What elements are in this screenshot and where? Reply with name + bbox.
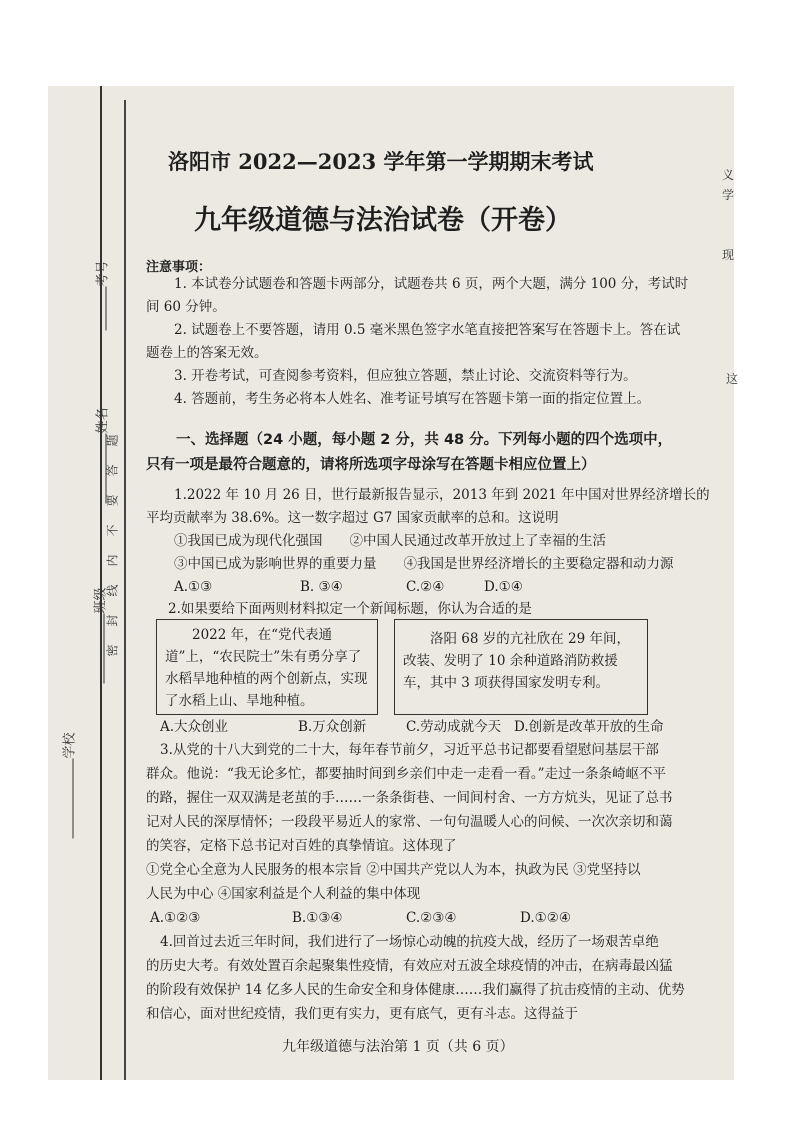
material-box-1: 2022 年，在“党代表通道”上，“农民院士”朱有勇分享了水稻旱地种植的两个创新点，实现了水稻上山、旱地种植。: [156, 619, 378, 715]
section-heading: 只有一项是最符合题意的，请将所选项字母涂写在答题卡相应位置上）: [146, 457, 596, 473]
question-1-option: D.①④: [484, 579, 523, 595]
notice-line: 1. 本试卷分试题卷和答题卡两部分，试题卷共 6 页，两个大题，满分 100 分，考试时: [174, 276, 689, 292]
class-label: 班级: [93, 587, 109, 614]
exam-number-field: [92, 251, 111, 341]
question-1-line: 1.2022 年 10 月 26 日，世行最新报告显示，2013 年到 2021 年中国对世界经济增长的: [174, 487, 710, 503]
binding-line-inner: [124, 100, 126, 1080]
question-4-line: 4.回首过去近三年时间，我们进行了一场惊心动魄的抗疫大战，经历了一场艰苦卓绝: [160, 934, 659, 950]
notice-heading: 注意事项：: [146, 260, 212, 275]
question-1-option: B. ③④: [300, 579, 343, 595]
question-3-line: 的路，握住一双双满是老茧的手……一条条街巷、一间间村舍、一方方炕头，见证了总书: [146, 790, 673, 806]
seal-line-char: 题: [105, 434, 120, 447]
question-2-stem: 2.如果要给下面两则材料拟定一个新闻标题，你认为合适的是: [168, 601, 532, 617]
seal-line-char: 要: [105, 494, 120, 507]
exam-page: [48, 86, 734, 1080]
question-3-choice: ①党全心全意为人民服务的根本宗旨 ②中国共产党以人为本，执政为民 ③党坚持以: [146, 862, 641, 878]
class-field: [90, 581, 109, 691]
seal-line-char: 线: [105, 584, 120, 597]
notice-line: 3. 开卷考试，可查阅参考资料，但应独立答题，禁止讨论、交流资料等行为。: [174, 368, 637, 384]
material-box-2: 洛阳 68 岁的亢社欣在 29 年间，改装、发明了 10 余种道路消防救援车，其中 3 项获得国家发明专利。: [394, 619, 648, 715]
name-label: 姓名: [95, 407, 111, 434]
question-1-choice: ③中国已成为影响世界的重要力量 ④我国是世界经济增长的主要稳定器和动力源: [174, 556, 674, 572]
seal-line-char: 不: [105, 524, 120, 537]
next-page-fragment: 学: [722, 188, 735, 202]
seal-line-char: 内: [105, 554, 120, 567]
question-1-option: A.①③: [174, 579, 213, 595]
next-page-fragment: 这: [726, 372, 739, 386]
question-3-line: 3.从党的十八大到党的二十大，每年春节前夕，习近平总书记都要看望慰问基层干部: [160, 742, 659, 758]
school-label: 学校: [62, 732, 78, 759]
question-1-choice: ①我国已成为现代化强国 ②中国人民通过改革开放过上了幸福的生活: [174, 533, 606, 549]
notice-line: 4. 答题前，考生务必将本人姓名、准考证号填写在答题卡第一面的指定位置上。: [174, 391, 651, 407]
question-3-choice: 人民为中心 ④国家利益是个人利益的集中体现: [146, 886, 421, 902]
exam-number-label: 考号: [95, 260, 111, 287]
question-4-line: 和信心，面对世纪疫情，我们更有实力，更有底气，更有斗志。这得益于: [146, 1006, 578, 1022]
question-4-line: 的阶段有效保护 14 亿多人民的生命安全和身体健康……我们赢得了抗击疫情的主动、优势: [146, 982, 685, 998]
question-3-option: B.①③④: [292, 910, 343, 926]
next-page-fragment: 现: [722, 248, 735, 262]
question-4-line: 的历史大考。有效处置百余起聚集性疫情，有效应对五波全球疫情的冲击，在病毒最凶猛: [146, 958, 673, 974]
question-3-line: 群众。他说：“我无论多忙，都要抽时间到乡亲们中走一走看一看。”走过一条条崎岖不平: [146, 766, 667, 782]
seal-line-char: 密: [105, 644, 120, 657]
notice-line: 2. 试题卷上不要答题，请用 0.5 毫米黑色签字水笔直接把答案写在答题卡上。答在试: [174, 322, 681, 338]
exam-subtitle: 九年级道德与法治试卷（开卷）: [194, 205, 572, 236]
question-3-line: 记对人民的深厚情怀；一段段平易近人的家常、一句句温暖人心的问候、一次次亲切和蔼: [146, 814, 673, 830]
seal-line-char: 封: [105, 614, 120, 627]
question-1-option: C.②④: [406, 579, 445, 595]
school-field: [59, 726, 78, 846]
section-heading: 一、选择题（24 小题，每小题 2 分，共 48 分。下列每小题的四个选项中，: [176, 432, 673, 448]
next-page-fragment: 义: [722, 168, 735, 182]
question-1-line: 平均贡献率为 38.6%。这一数字超过 G7 国家贡献率的总和。这说明: [146, 510, 559, 526]
page-footer: 九年级道德与法治第 1 页（共 6 页）: [282, 1039, 514, 1055]
question-3-line: 的笑容，定格下总书记对百姓的真挚情谊。这体现了: [146, 838, 457, 854]
question-2-option: A.大众创业: [160, 719, 229, 735]
question-3-option: A.①②③: [150, 910, 201, 926]
question-3-option: C.②③④: [406, 910, 457, 926]
question-2-option: D.创新是改革开放的生命: [514, 719, 664, 735]
question-2-option: C.劳动成就今天: [406, 719, 502, 735]
exam-title: 洛阳市 2022—2023 学年第一学期期末考试: [168, 149, 594, 174]
question-2-option: B.万众创新: [298, 719, 367, 735]
notice-line: 间 60 分钟。: [146, 299, 226, 315]
seal-line-char: 答: [105, 464, 120, 477]
notice-line: 题卷上的答案无效。: [146, 345, 268, 361]
question-3-option: D.①②④: [520, 910, 571, 926]
